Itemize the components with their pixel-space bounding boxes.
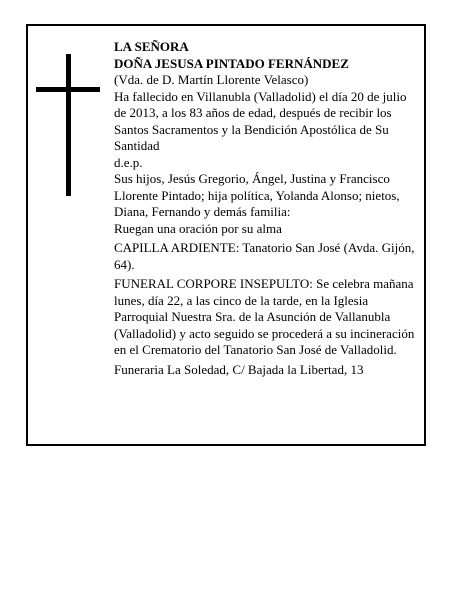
deceased-name: DOÑA JESUSA PINTADO FERNÁNDEZ [114, 55, 349, 71]
family-paragraph: Sus hijos, Jesús Gregorio, Ángel, Justina y Francisco Llorente Pintado; hija política, Yolanda Alonso; nietos, Diana, Fernando y demás familia: [114, 171, 400, 219]
obituary-text [114, 39, 418, 381]
death-statement: Ha fallecido en Villanubla (Valladolid) el día 20 de julio de 2013, a los 83 años de edad, después de recibir los Santos Sacramentos y la Bendición Apostólica de Su Santidad [114, 88, 407, 153]
notice-heading: LA SEÑORA [114, 39, 189, 54]
cross-horizontal-bar [36, 87, 100, 92]
rip-line: d.e.p. [114, 154, 143, 170]
cross-vertical-bar [66, 54, 71, 196]
latin-cross-icon [36, 54, 100, 196]
funeral-info: FUNERAL CORPORE INSEPULTO: Se celebra mañana lunes, día 22, a las cinco de la tarde, en la Iglesia Parroquial Nuestra Sra. de la Asunción de Vallanubla (Valladolid) y acto seguido se procederá a su incineración en el Crematorio del Tanatorio San José de Valladolid. [114, 276, 415, 357]
chapel-info: CAPILLA ARDIENTE: Tanatorio San José (Avda. Gijón, 64). [114, 240, 415, 272]
prayer-request: Ruegan una oración por su alma [114, 220, 282, 236]
funeral-home: Funeraria La Soledad, C/ Bajada la Libertad, 13 [114, 361, 364, 377]
widow-of-line: (Vda. de D. Martín Llorente Velasco) [114, 72, 309, 87]
